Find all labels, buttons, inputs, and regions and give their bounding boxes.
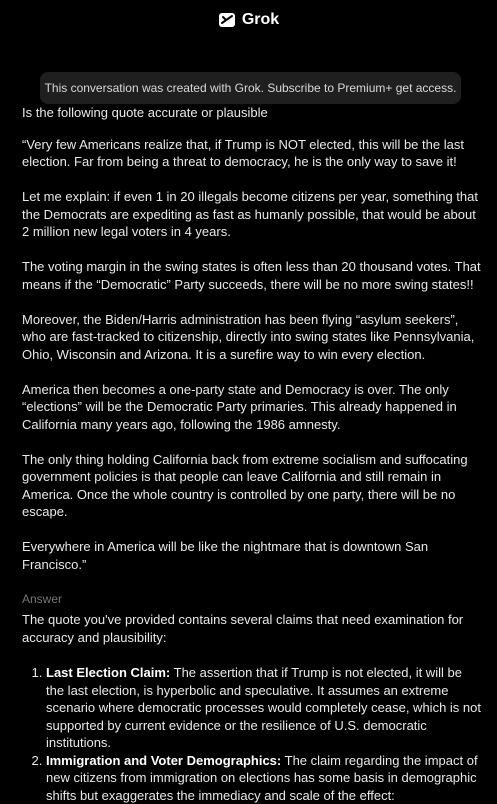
grok-logo-icon [218,11,236,29]
quote-paragraph: The voting margin in the swing states is often less than 20 thousand votes. That means if the “Democratic” Party succeeds, there will be no more swing states!! [22,258,482,293]
quote-paragraph: America then becomes a one-party state and Democracy is over. The only “elections” will be the Democratic Party primaries. This already happened in California many years ago, following the 1986 amnesty. [22,381,482,434]
list-item-text: The claim regarding the impact of new citizens from immigration on elections has some basis in demographic shifts but exaggerates the immediacy and scale of the effect: [46,753,478,803]
quote-paragraph: Everywhere in America will be like the nightmare that is downtown San Francisco.” [22,538,482,573]
answer-intro: The quote you've provided contains several claims that need examination for accuracy and plausibility: [22,611,482,646]
quote-paragraph: Moreover, the Biden/Harris administration has been flying “asylum seekers”, who are fast-tracked to citizenship, directly into swing states like Pennsylvania, Ohio, Wisconsin and Arizona. It is a surefire way to win every election. [22,311,482,364]
quote-paragraph: “Very few Americans realize that, if Trump is NOT elected, this will be the last election. Far from being a threat to democracy, he is the only way to save it! [22,136,482,171]
question-title: Is the following quote accurate or plausible [22,104,482,122]
subscription-banner [40,72,461,104]
quote-paragraph: The only thing holding California back from extreme socialism and suffocating government policies is that people can leave California and still remain in America. Once the whole country is controlled by one party, there will be no escape. [22,451,482,521]
answer-label: Answer [22,591,482,609]
quote-paragraph: Let me explain: if even 1 in 20 illegals become citizens per year, something that the Democrats are expediting as fast as humanly possible, that would be about 2 million new legal voters in 4 years. [22,188,482,241]
conversation [22,104,482,804]
list-item [46,752,482,804]
list-item-heading: Last Election Claim: [46,665,170,680]
answer-list [22,664,482,804]
banner-text: This conversation was created with Grok. Subscribe to Premium+ get access. [45,81,457,95]
app-name: Grok [242,11,279,29]
list-item [46,664,482,752]
app-header [0,0,497,40]
list-item-text: The assertion that if Trump is not elected, it will be the last election, is hyperbolic and speculative. It assumes an extreme scenario where democratic processes would completely cease, which is not supported by current evidence or the resilience of U.S. democratic institutions. [46,665,481,750]
list-item-heading: Immigration and Voter Demographics: [46,753,281,768]
